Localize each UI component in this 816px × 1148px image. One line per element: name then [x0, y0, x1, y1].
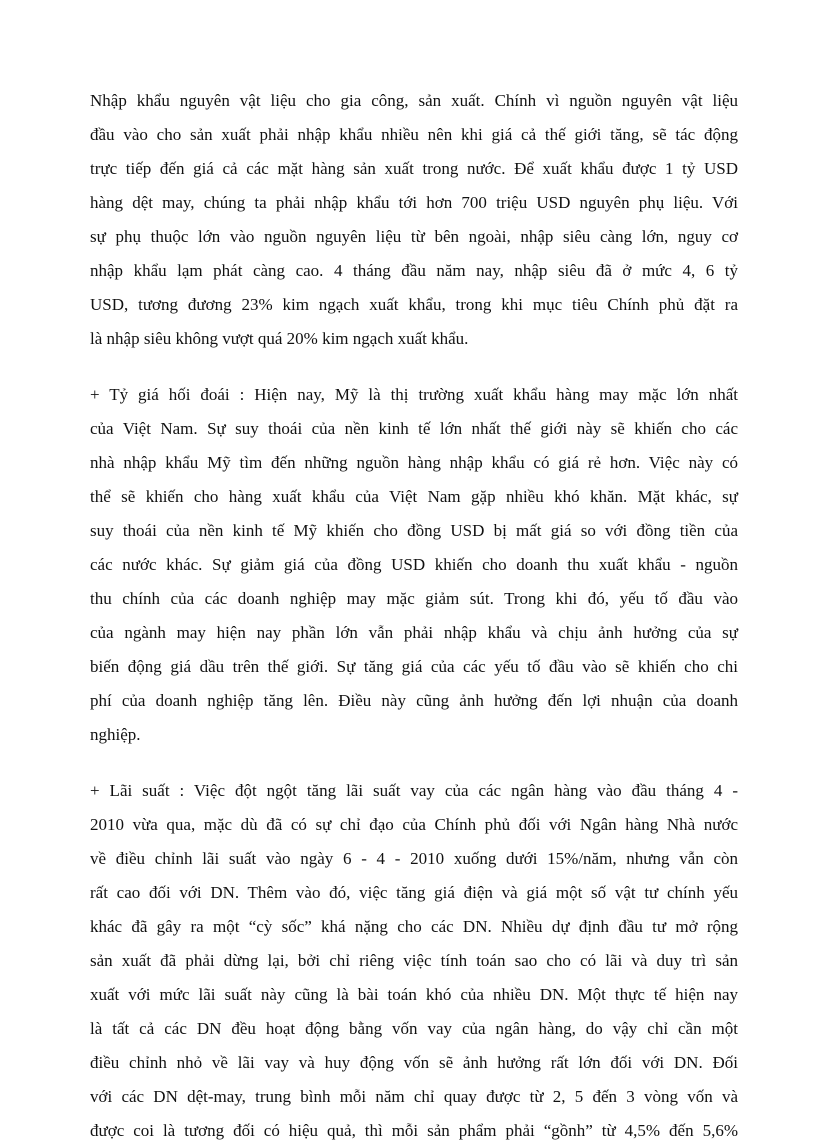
document-page	[90, 84, 738, 1148]
text-line: nhập khẩu lạm phát càng cao. 4 tháng đầu năm nay, nhập siêu đã ở mức 4, 6 tỷ	[90, 261, 738, 280]
text-line: sự phụ thuộc lớn vào nguồn nguyên liệu từ bên ngoài, nhập siêu càng lớn, nguy cơ	[90, 227, 738, 246]
text-line: 2010 vừa qua, mặc dù đã có sự chỉ đạo của Chính phủ đối với Ngân hàng Nhà nước	[90, 815, 738, 834]
text-line: thu chính của các doanh nghiệp may mặc giảm sút. Trong khi đó, yếu tố đầu vào	[90, 589, 738, 608]
text-line: điều chỉnh nhỏ về lãi vay và huy động vốn sẽ ảnh hưởng rất lớn đối với DN. Đối	[90, 1053, 738, 1072]
paragraph-interest-rate	[90, 774, 738, 1148]
text-line: sản xuất đã phải dừng lại, bởi chỉ riêng việc tính toán sao cho có lãi và duy trì sản	[90, 951, 738, 970]
text-line: hàng dệt may, chúng ta phải nhập khẩu tới hơn 700 triệu USD nguyên phụ liệu. Với	[90, 193, 738, 212]
paragraph-gap	[90, 752, 738, 774]
text-line: về điều chỉnh lãi suất vào ngày 6 - 4 - 2010 xuống dưới 15%/năm, nhưng vẫn còn	[90, 849, 738, 868]
text-line: là nhập siêu không vượt quá 20% kim ngạch xuất khẩu.	[90, 329, 469, 348]
paragraph-gap	[90, 356, 738, 378]
text-line: nhà nhập khẩu Mỹ tìm đến những nguồn hàng nhập khẩu có giá rẻ hơn. Việc này có	[90, 453, 738, 472]
text-line: được coi là tương đối có hiệu quả, thì mỗi sản phẩm phải “gồnh” từ 4,5% đến 5,6%	[90, 1121, 738, 1140]
text-line: + Lãi suất : Việc đột ngột tăng lãi suất vay của các ngân hàng vào đầu tháng 4 -	[90, 781, 738, 800]
text-line: Nhập khẩu nguyên vật liệu cho gia công, sản xuất. Chính vì nguồn nguyên vật liệu	[90, 91, 738, 110]
text-line: khác đã gây ra một “cỳ sốc” khá nặng cho các DN. Nhiều dự định đầu tư mở rộng	[90, 917, 738, 936]
text-line: + Tỷ giá hối đoái : Hiện nay, Mỹ là thị trường xuất khẩu hàng may mặc lớn nhất	[90, 385, 738, 404]
text-line: xuất với mức lãi suất này cũng là bài toán khó của nhiều DN. Một thực tế hiện nay	[90, 985, 738, 1004]
paragraph-import-materials	[90, 84, 738, 356]
paragraph-exchange-rate	[90, 378, 738, 752]
text-line: USD, tương đương 23% kim ngạch xuất khẩu, trong khi mục tiêu Chính phủ đặt ra	[90, 295, 738, 314]
text-line: thể sẽ khiến cho hàng xuất khẩu của Việt Nam gặp nhiều khó khăn. Mặt khác, sự	[90, 487, 738, 506]
text-line: các nước khác. Sự giảm giá của đồng USD khiến cho doanh thu xuất khẩu - nguồn	[90, 555, 738, 574]
text-line: phí của doanh nghiệp tăng lên. Điều này cũng ảnh hưởng đến lợi nhuận của doanh	[90, 691, 738, 710]
text-line: của Việt Nam. Sự suy thoái của nền kinh tế lớn nhất thế giới này sẽ khiến cho các	[90, 419, 738, 438]
text-line: biến động giá dầu trên thế giới. Sự tăng giá của các yếu tố đầu vào sẽ khiến cho chi	[90, 657, 738, 676]
text-line: là tất cả các DN đều hoạt động bằng vốn vay của ngân hàng, do vậy chỉ cần một	[90, 1019, 738, 1038]
text-line: trực tiếp đến giá cả các mặt hàng sản xuất trong nước. Để xuất khẩu được 1 tỷ USD	[90, 159, 738, 178]
text-line: của ngành may hiện nay phần lớn vẫn phải nhập khẩu và chịu ảnh hưởng của sự	[90, 623, 738, 642]
text-line: suy thoái của nền kinh tế Mỹ khiến cho đồng USD bị mất giá so với đồng tiền của	[90, 521, 738, 540]
text-line: đầu vào cho sản xuất phải nhập khẩu nhiều nên khi giá cả thế giới tăng, sẽ tác động	[90, 125, 738, 144]
text-line: rất cao đối với DN. Thêm vào đó, việc tăng giá điện và giá một số vật tư chính yếu	[90, 883, 738, 902]
text-line: nghiệp.	[90, 725, 141, 744]
text-line: với các DN dệt-may, trung bình mỗi năm chỉ quay được từ 2, 5 đến 3 vòng vốn và	[90, 1087, 738, 1106]
